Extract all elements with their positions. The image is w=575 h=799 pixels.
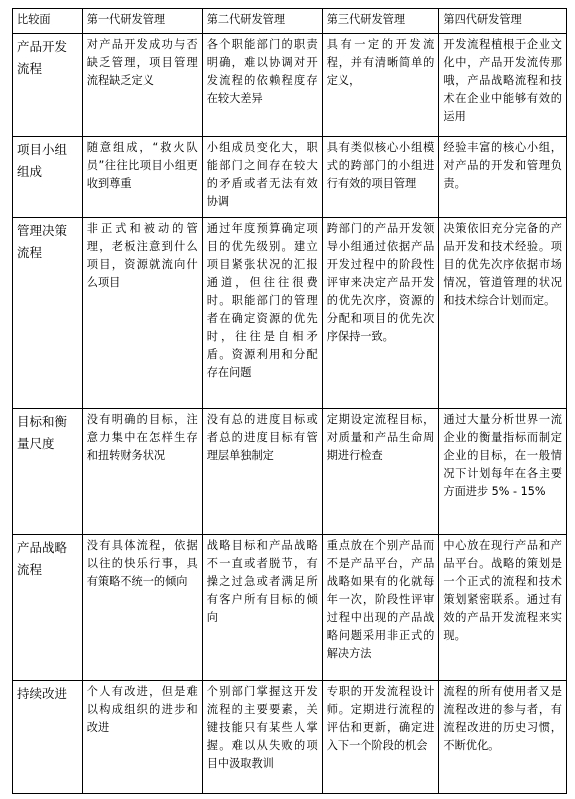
table-cell: 个人有改进，但是难以构成组织的进步和改进 bbox=[82, 681, 202, 794]
row-aspect: 管理决策流程 bbox=[13, 218, 83, 409]
row-aspect: 产品战略流程 bbox=[13, 535, 83, 681]
table-header bbox=[13, 9, 567, 34]
table-cell: 专职的开发流程设计师。定期进行流程的评估和更新，确定进入下一个阶段的机会 bbox=[322, 681, 439, 794]
table-cell: 通过大量分析世界一流企业的衡量指标而制定企业的目标，在一般情况下计划每年在各主要方面进步 5% - 15% bbox=[439, 409, 567, 535]
table-row bbox=[13, 34, 567, 137]
table-cell: 具有一定的开发流程，并有清晰简单的定义， bbox=[322, 34, 439, 137]
header-gen3: 第三代研发管理 bbox=[322, 9, 439, 34]
row-aspect: 项目小组组成 bbox=[13, 137, 83, 218]
table-row bbox=[13, 535, 567, 681]
table-row bbox=[13, 218, 567, 409]
table-cell: 各个职能部门的职责明确，难以协调对开发流程的依赖程度存在较大差异 bbox=[202, 34, 322, 137]
header-row bbox=[13, 9, 567, 34]
row-aspect: 目标和衡量尺度 bbox=[13, 409, 83, 535]
header-aspect: 比较面 bbox=[13, 9, 83, 34]
table-cell: 小组成员变化大，职能部门之间存在较大的矛盾或者无法有效协调 bbox=[202, 137, 322, 218]
table-cell: 个别部门掌握这开发流程的主要要素，关键技能只有某些人掌握。难以从失败的项目中汲取教训 bbox=[202, 681, 322, 794]
header-gen1: 第一代研发管理 bbox=[82, 9, 202, 34]
table-cell: 没有明确的目标，注意力集中在怎样生存和扭转财务状况 bbox=[82, 409, 202, 535]
table-cell: 决策依旧充分完备的产品开发和技术经验。项目的优先次序依据市场情况，管道管理的状况和技术综合计划而定。 bbox=[439, 218, 567, 409]
table-cell: 定期设定流程目标，对质量和产品生命周期进行检查 bbox=[322, 409, 439, 535]
table-cell: 没有具体流程，依据以往的快乐行事，具有策略不统一的倾向 bbox=[82, 535, 202, 681]
comparison-table bbox=[12, 8, 567, 794]
table-cell: 重点放在个别产品而不是产品平台，产品战略如果有的化就每年一次，阶段性评审过程中出现的产品战略问题采用非正式的解决方法 bbox=[322, 535, 439, 681]
table-cell: 对产品开发成功与否缺乏管理，项目管理流程缺乏定义 bbox=[82, 34, 202, 137]
table-cell: 非正式和被动的管理，老板注意到什么项目，资源就流向什么项目 bbox=[82, 218, 202, 409]
row-aspect: 持续改进 bbox=[13, 681, 83, 794]
table-cell: 战略目标和产品战略不一直或者脱节，有操之过急或者满足所有客户所有目标的倾向 bbox=[202, 535, 322, 681]
row-aspect: 产品开发流程 bbox=[13, 34, 83, 137]
table-cell: 中心放在现行产品和产品平台。战略的策划是一个正式的流程和技术策划紧密联系。通过有效的产品开发流程来实现。 bbox=[439, 535, 567, 681]
header-gen4: 第四代研发管理 bbox=[439, 9, 567, 34]
table-cell: 经验丰富的核心小组，对产品的开发和管理负责。 bbox=[439, 137, 567, 218]
table-row bbox=[13, 681, 567, 794]
table-cell: 具有类似核心小组模式的跨部门的小组进行有效的项目管理 bbox=[322, 137, 439, 218]
table-cell: 跨部门的产品开发领导小组通过依据产品开发过程中的阶段性评审来决定产品开发的优先次序，资源的分配和项目的优先次序保持一致。 bbox=[322, 218, 439, 409]
table-row bbox=[13, 137, 567, 218]
header-gen2: 第二代研发管理 bbox=[202, 9, 322, 34]
table-cell: 没有总的进度目标或者总的进度目标有管理层单独制定 bbox=[202, 409, 322, 535]
table-body bbox=[13, 34, 567, 794]
table-cell: 通过年度预算确定项目的优先级别。建立项目紧张状况的汇报通道，但往往很费时。职能部门的管理者在确定资源的优先时，往往是自相矛盾。资源利用和分配存在问题 bbox=[202, 218, 322, 409]
table-cell: 流程的所有使用者又是流程改进的参与者，有流程改进的历史习惯，不断优化。 bbox=[439, 681, 567, 794]
table-cell: 开发流程植根于企业文化中，产品开发流传那哦，产品战略流程和技术在企业中能够有效的运用 bbox=[439, 34, 567, 137]
table-row bbox=[13, 409, 567, 535]
table-cell: 随意组成，“救火队员”往往比项目小组更收到尊重 bbox=[82, 137, 202, 218]
